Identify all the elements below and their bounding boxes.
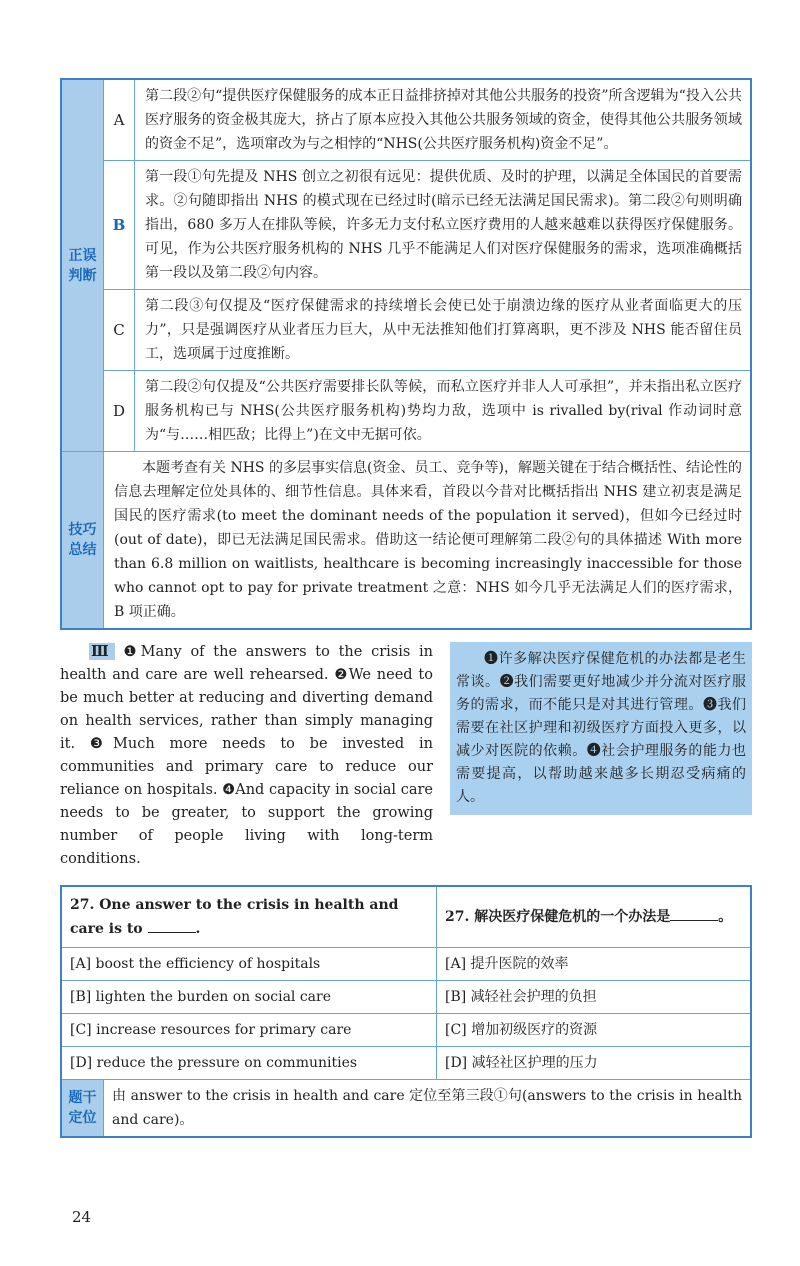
passage-section <box>60 640 752 871</box>
option-analysis-c <box>104 289 750 370</box>
locate-row <box>62 1079 750 1136</box>
stem-text: 27. One answer to the crisis in health and care is to <box>70 897 399 937</box>
passage-paragraph <box>60 640 433 871</box>
option-letter: A <box>104 80 135 160</box>
answer-blank <box>670 906 718 921</box>
answer-blank <box>148 918 196 933</box>
option-letter: B <box>104 161 135 289</box>
option-explanation: 第二段②句“提供医疗保健服务的成本正日益排挤掉对其他公共服务的投资”所含逻辑为“投入公共医疗服务的资金极其庞大，挤占了原本应投入其他公共服务领域的资金，使得其他公共服务领域的资金不足”，选项窜改为与之相悖的“NHS(公共医疗服务机构)资金不足”。 <box>145 88 742 152</box>
question-stem-row <box>62 887 750 947</box>
tips-label: 技巧总结 <box>62 452 104 628</box>
analysis-label: 正误判断 <box>62 80 104 451</box>
stem-period-zh: 。 <box>718 909 733 925</box>
option-analysis-b <box>104 160 750 289</box>
paragraph-marker: Ⅲ <box>91 643 113 660</box>
question-table <box>60 885 752 1138</box>
option-letter: D <box>104 371 135 451</box>
answer-option-b <box>62 980 750 1013</box>
tips-section <box>62 451 750 628</box>
option-zh: [D] 减轻社区护理的压力 <box>445 1055 598 1071</box>
page-number: 24 <box>72 1208 92 1226</box>
option-en: [C] increase resources for primary care <box>62 1014 437 1046</box>
option-explanation: 第一段①句先提及 NHS 创立之初很有远见：提供优质、及时的护理，以满足全体国民的首要需求。②句随即指出 NHS 的模式现在已经过时(暗示已经无法满足国民需求)。第二段②句则明确指出，680 多万人在排队等候，许多无力支付私立医疗费用的人越来越难以获得医疗保健服务。可见，作为公共医疗服务机构的 NHS 几乎不能满足人们对医疗保健服务的需求，选项准确概括第一段以及第二段②句内容。 <box>145 169 742 281</box>
option-analysis-d <box>104 370 750 451</box>
option-en: [A] boost the efficiency of hospitals <box>62 948 437 980</box>
analysis-section <box>62 80 750 451</box>
passage-text: ❶Many of the answers to the crisis in health and care are well rehearsed. ❷We need to be much better at reducing and diverting demand on health services, rather than simply managing it. ❸Much more needs to be invested in communities and primary care to reduce our reliance on hospitals. ❹And capacity in social care needs to be greater, to support the growing number of people living with long-term conditions. <box>60 644 434 867</box>
answer-option-d <box>62 1046 750 1079</box>
locate-label: 题干定位 <box>62 1080 104 1136</box>
stem-text-zh: 27. 解决医疗保健危机的一个办法是 <box>445 909 671 925</box>
option-explanation: 第二段②句仅提及“公共医疗需要排长队等候，而私立医疗并非人人可承担”，并未指出私立医疗服务机构已与 NHS(公共医疗服务机构)势均力敌，选项中 is rivalled by(rival 作动词时意为“与……相匹敌；比得上”)在文中无据可依。 <box>145 379 742 443</box>
analysis-table <box>60 78 752 630</box>
question-stem-en <box>62 887 437 947</box>
stem-period: . <box>195 921 201 937</box>
option-analysis-a <box>104 80 750 160</box>
locate-text: 由 answer to the crisis in health and care 定位至第三段①句(answers to the crisis in health and care)。 <box>112 1088 742 1128</box>
option-letter: C <box>104 290 135 370</box>
option-zh: [B] 减轻社会护理的负担 <box>445 989 597 1005</box>
question-stem-zh <box>437 887 750 947</box>
option-en: [B] lighten the burden on social care <box>62 981 437 1013</box>
passage-translation: ❶许多解决医疗保健危机的办法都是老生常谈。❷我们需要更好地减少并分流对医疗服务的需求，而不能只是对其进行管理。❸我们需要在社区护理和初级医疗方面投入更多，以减少对医院的依赖。❹社会护理服务的能力也需要提高，以帮助越来越多长期忍受病痛的人。 <box>450 642 752 815</box>
option-explanation: 第二段③句仅提及“医疗保健需求的持续增长会使已处于崩溃边缘的医疗从业者面临更大的压力”，只是强调医疗从业者压力巨大，从中无法推知他们打算离职，更不涉及 NHS 能否留住员工，选项属于过度推断。 <box>145 298 742 362</box>
option-en: [D] reduce the pressure on communities <box>62 1047 437 1079</box>
tips-text: 本题考查有关 NHS 的多层事实信息(资金、员工、竞争等)，解题关键在于结合概括性、结论性的信息去理解定位处具体的、细节性信息。具体来看，首段以今昔对比概括指出 NHS 建立初衷是满足国民的医疗需求(to meet the dominant needs of the population it served)，但如今已经过时(out of date)，即已无法满足国民需求。借助这一结论便可理解第二段②句的具体描述 With more than 6.8 million on waitlists, healthcare is becoming increasingly inaccessible for those who cannot opt to pay for private treatment 之意：NHS 如今几乎无法满足人们的医疗需求，B 项正确。 <box>114 460 742 620</box>
option-zh: [A] 提升医院的效率 <box>445 956 569 972</box>
answer-option-c <box>62 1013 750 1046</box>
answer-option-a <box>62 947 750 980</box>
option-zh: [C] 增加初级医疗的资源 <box>445 1022 598 1038</box>
